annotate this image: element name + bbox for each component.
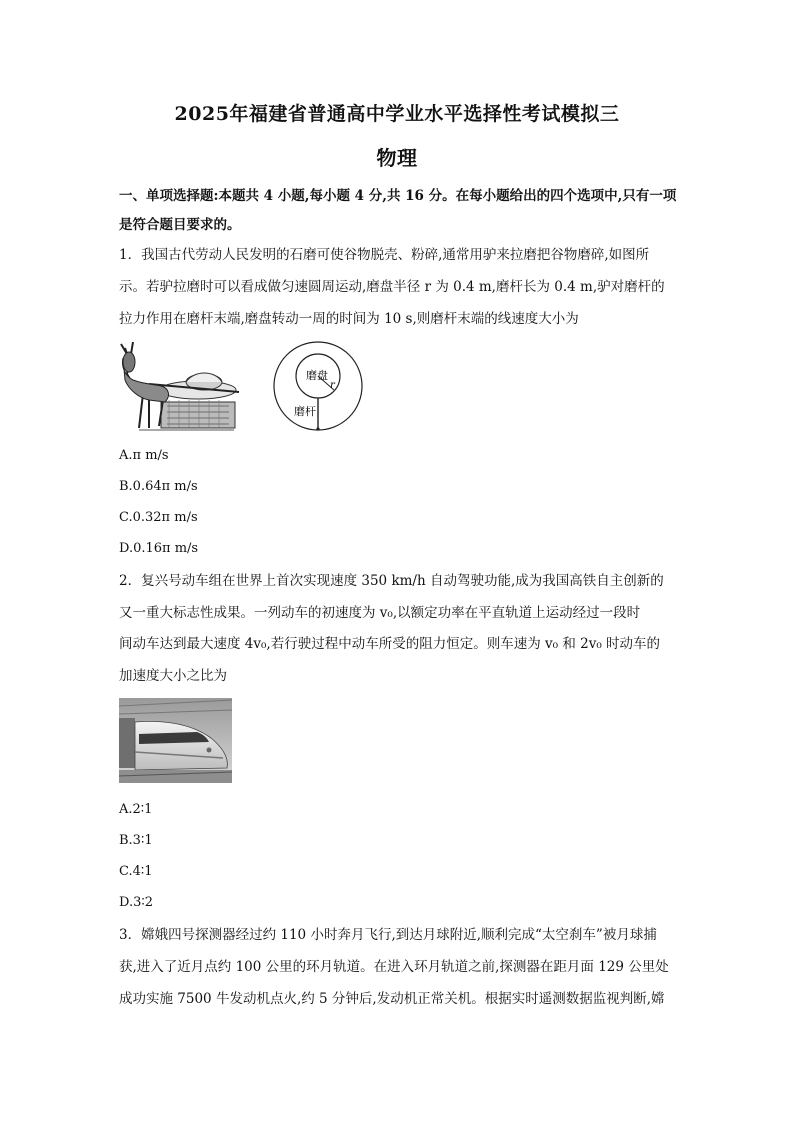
section-instructions-line1: 一、单项选择题:本题共 4 小题,每小题 4 分,共 16 分。在每小题给出的四个选项中,只有一项 [119, 188, 677, 204]
q1-line-3: 拉力作用在磨杆末端,磨盘转动一周的时间为 10 s,则磨杆末端的线速度大小为 [119, 311, 579, 327]
radius-label: r [330, 380, 335, 391]
q2-option-a: A.2∶1 [119, 802, 153, 817]
q3-line-2: 获,进入了近月点约 100 公里的环月轨道。在进入环月轨道之前,探测器在距月面 129 公里处 [119, 959, 669, 975]
q2-line-3: 间动车达到最大速度 4v₀,若行驶过程中动车所受的阻力恒定。则车速为 v₀ 和 2v₀ 时动车的 [119, 636, 661, 652]
q1-option-d: D.0.16π m/s [119, 541, 199, 556]
bullet-train-image [119, 698, 232, 783]
donkey-millstone-image [119, 340, 241, 436]
millstone-diagram [270, 340, 368, 432]
q2-option-c: C.4∶1 [119, 864, 153, 879]
exam-subject: 物理 [376, 146, 418, 170]
q2-line-2: 又一重大标志性成果。一列动车的初速度为 v₀,以额定功率在平直轨道上运动经过一段时 [119, 605, 641, 621]
q1-option-a: A.π m/s [119, 448, 169, 463]
q1-line-2: 示。若驴拉磨时可以看成做匀速圆周运动,磨盘半径 r 为 0.4 m,磨杆长为 0.4 m,驴对磨杆的 [119, 279, 665, 295]
exam-title: 2025年福建省普通高中学业水平选择性考试模拟三 [174, 103, 620, 125]
q3-line-1: 3．嫦娥四号探测器经过约 110 小时奔月飞行,到达月球附近,顺利完成“太空刹车”被月球捕 [119, 927, 657, 943]
q2-option-d: D.3∶2 [119, 895, 154, 910]
q1-option-b: B.0.64π m/s [119, 479, 198, 494]
q1-line-1: 1．我国古代劳动人民发明的石磨可使谷物脱壳、粉碎,通常用驴来拉磨把谷物磨碎,如图所 [119, 247, 650, 263]
q2-line-4: 加速度大小之比为 [119, 668, 227, 684]
rod-label: 磨杆 [294, 405, 316, 418]
q3-line-3: 成功实施 7500 牛发动机点火,约 5 分钟后,发动机正常关机。根据实时遥测数据监视判断,嫦 [119, 991, 665, 1007]
section-instructions-line2: 是符合题目要求的。 [119, 217, 241, 233]
q2-option-b: B.3∶1 [119, 833, 153, 848]
q1-option-c: C.0.32π m/s [119, 510, 198, 525]
q2-line-1: 2．复兴号动车组在世界上首次实现速度 350 km/h 自动驾驶功能,成为我国高铁自主创新的 [119, 573, 664, 589]
disk-label: 磨盘 [306, 369, 328, 382]
